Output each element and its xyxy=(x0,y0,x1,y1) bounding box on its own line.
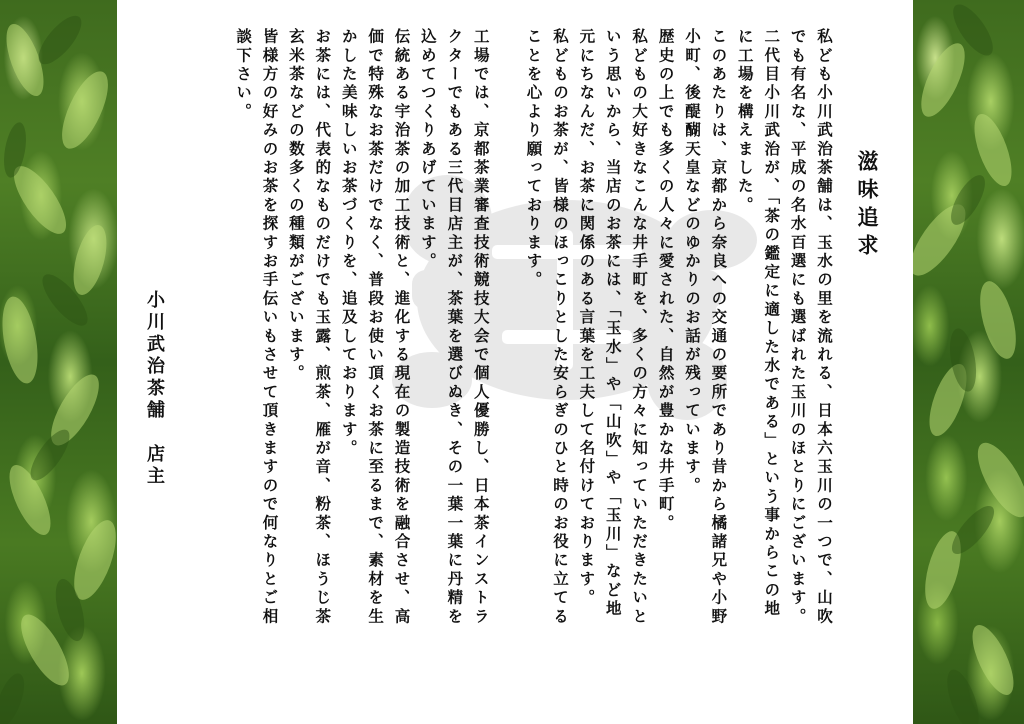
paragraph: 私どものお茶が、皆様のほっこりとした安らぎのひと時のお役に立てることを心より願っております。 xyxy=(524,28,570,627)
page-title: 滋味追求 xyxy=(855,150,880,262)
paragraph: このあたりは、京都から奈良への交通の要所であり昔から橘諸兄や小野小町、後醍醐天皇などのゆかりのお話が残っています。 xyxy=(682,28,729,627)
paragraph: 伝統ある宇治茶の加工技術と、進化する現在の製造技術を融合させ、高価で特殊なお茶だけでなく、普段お使い頂くお茶に至るまで、素材を生かした美味しいお茶づくりを、追及しております。 xyxy=(339,28,412,627)
tea-leaves-photo-left xyxy=(0,0,117,724)
paragraph: 工場では、京都茶業審査技術競技大会で個人優勝し、日本茶インストラクターでもある三代目店主が、茶葉を選びぬき、その一葉一葉に丹精を込めてつくりあげています。 xyxy=(418,28,491,627)
paragraph: お茶には、代表的なものだけでも玉露、煎茶、雁が音、粉茶、ほうじ茶玄米茶などの数多くの種類がございます。 xyxy=(286,28,333,627)
paragraph: 二代目小川武治が、「茶の鑑定に適した水である」という事からこの地に工場を構えました。 xyxy=(735,28,782,619)
paragraph-spacer xyxy=(494,28,520,628)
signature: 小川武治茶舗 店主 xyxy=(144,290,165,488)
paragraph: 皆様方の好みのお茶を探すお手伝いもさせて頂きますので何なりとご相談下さい。 xyxy=(234,28,280,627)
paragraph: 私ども小川武治茶舗は、玉水の里を流れる、日本六玉川の一つで、山吹でも有名な、平成の名水百選にも選ばれた玉川のほとりにございます。 xyxy=(788,28,834,627)
letter-paper xyxy=(117,0,913,724)
tea-leaves-photo-right xyxy=(913,0,1024,724)
paragraph: 歴史の上でも多くの人々に愛された、自然が豊かな井手町。 xyxy=(656,28,676,533)
paragraph: 私どもの大好きなこんな井手町を、多くの方々に知っていただきたいという思いから、当店のお茶には、「玉水」や「山吹」や「玉川」など地元にちなんだ、お茶に関係のある言葉を工夫して名付けております。 xyxy=(577,28,650,627)
message-body xyxy=(230,28,837,628)
